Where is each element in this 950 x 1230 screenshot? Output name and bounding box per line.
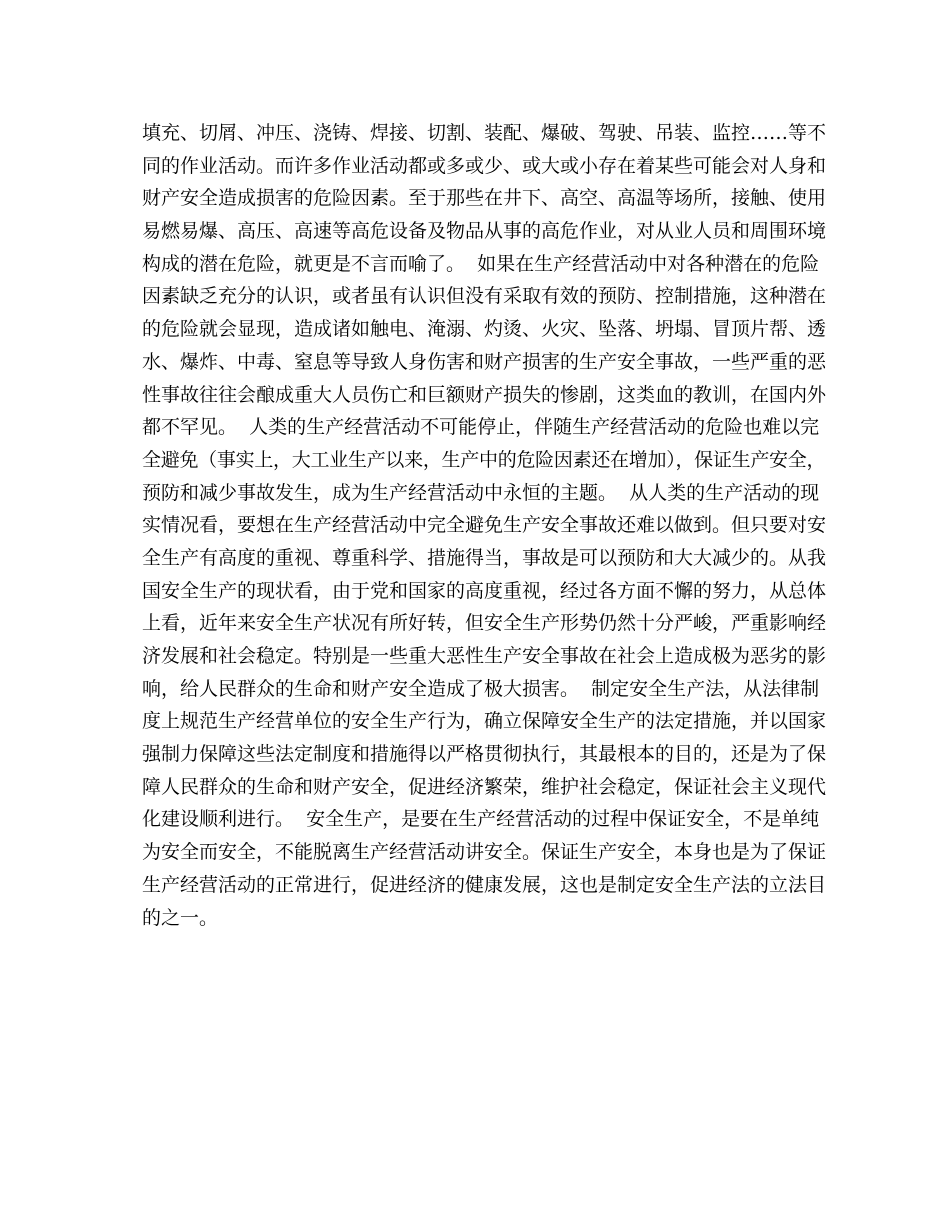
text-line: 济发展和社会稳定。特别是一些重大恶性生产安全事故在社会上造成极为恶劣的影: [142, 645, 827, 667]
text-line: 预防和减少事故发生，成为生产经营活动中永恒的主题。 从人类的生产活动的现: [142, 481, 820, 504]
text-line: 的危险就会显现，造成诸如触电、淹溺、灼烫、火灾、坠落、坍塌、冒顶片帮、透: [142, 318, 827, 341]
text-line: 响，给人民群众的生命和财产安全造成了极大损害。 制定安全生产法，从法律制: [142, 677, 820, 700]
text-line: 上看，近年来安全生产状况有所好转，但安全生产形势仍然十分严峻，严重影响经: [142, 612, 827, 635]
text-line: 强制力保障这些法定制度和措施得以严格贯彻执行，其最根本的目的，还是为了保: [142, 743, 827, 766]
text-line: 生产经营活动的正常进行，促进经济的健康发展，这也是制定安全生产法的立法目: [142, 873, 827, 896]
text-line: 障人民群众的生命和财产安全，促进经济繁荣，维护社会稳定，保证社会主义现代: [142, 775, 827, 798]
text-line: 都不罕见。 人类的生产经营活动不可能停止，伴随生产经营活动的危险也难以完: [142, 416, 820, 439]
text-line: 水、爆炸、中毒、窒息等导致人身伤害和财产损害的生产安全事故，一些严重的恶: [142, 350, 827, 373]
text-line: 全生产有高度的重视、尊重科学、措施得当，事故是可以预防和大大减少的。从我: [142, 546, 827, 569]
text-line: 实情况看，要想在生产经营活动中完全避免生产安全事故还难以做到。但只要对安: [142, 514, 827, 537]
text-line: 化建设顺利进行。 安全生产，是要在生产经营活动的过程中保证安全，不是单纯: [142, 808, 820, 831]
text-line: 因素缺乏充分的认识，或者虽有认识但没有采取有效的预防、控制措施，这种潜在: [142, 285, 827, 308]
text-line: 同的作业活动。而许多作业活动都或多或少、或大或小存在着某些可能会对人身和: [142, 154, 827, 177]
text-line: 构成的潜在危险，就更是不言而喻了。 如果在生产经营活动中对各种潜在的危险: [142, 252, 820, 275]
text-line: 度上规范生产经营单位的安全生产行为，确立保障安全生产的法定措施，并以国家: [142, 710, 827, 733]
text-line: 为安全而安全，不能脱离生产经营活动讲安全。保证生产安全，本身也是为了保证: [142, 841, 827, 864]
body-text: [142, 117, 826, 934]
text-line: 易燃易爆、高压、高速等高危设备及物品从事的高危作业，对从业人员和周围环境: [142, 220, 827, 243]
text-line: 全避免（事实上，大工业生产以来，生产中的危险因素还在增加），保证生产安全，: [142, 448, 826, 471]
text-line: 性事故往往会酿成重大人员伤亡和巨额财产损失的惨剧，这类血的教训，在国内外: [142, 383, 827, 406]
text-line: 的之一。: [142, 906, 219, 929]
text-line: 填充、切屑、冲压、浇铸、焊接、切割、装配、爆破、驾驶、吊装、监控……等不: [142, 122, 827, 144]
text-line: 财产安全造成损害的危险因素。至于那些在井下、高空、高温等场所，接触、使用: [142, 187, 827, 210]
text-line: 国安全生产的现状看，由于党和国家的高度重视，经过各方面不懈的努力，从总体: [142, 579, 827, 602]
